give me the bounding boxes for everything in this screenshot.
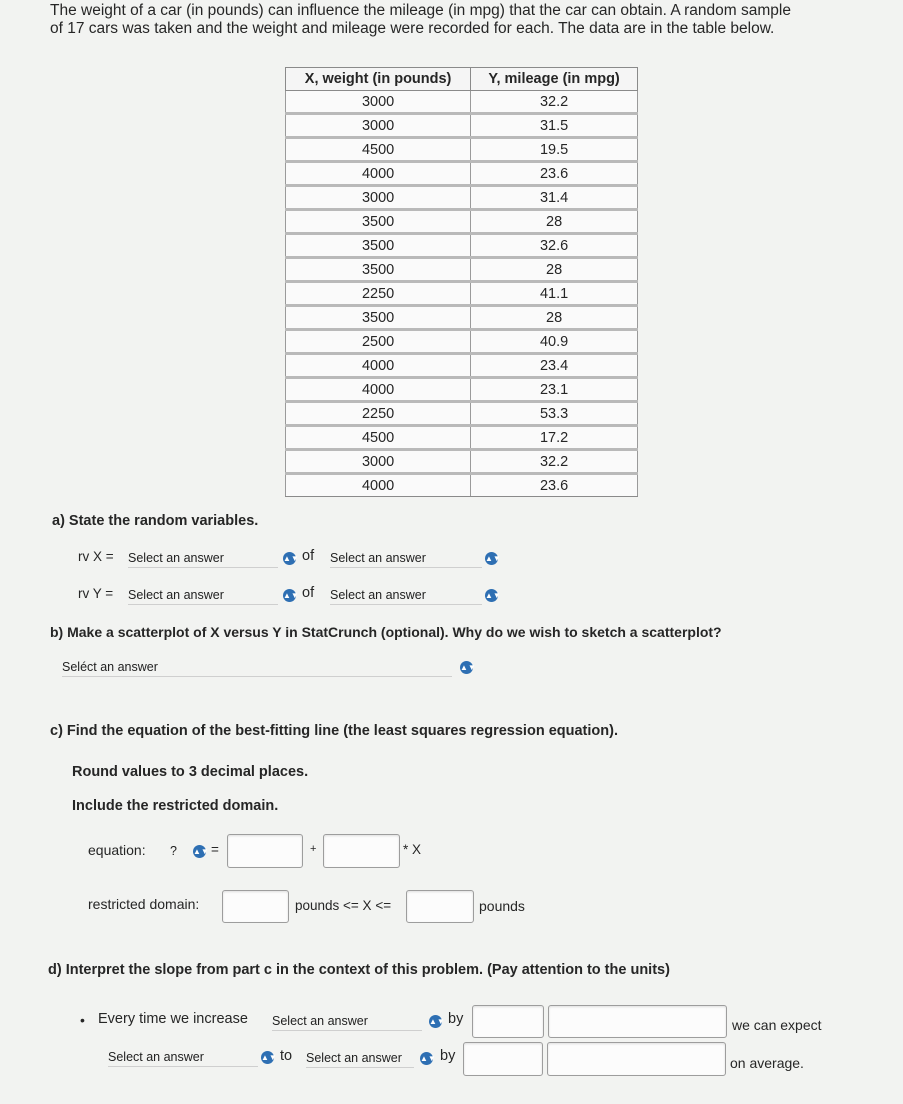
equation-label: equation: xyxy=(88,842,146,858)
part-a-title: a) State the random variables. xyxy=(52,513,259,529)
domain-note: Include the restricted domain. xyxy=(72,798,279,814)
round-note: Round values to 3 decimal places. xyxy=(72,764,309,780)
table-row xyxy=(286,186,638,210)
scatterplot-reason-select-arrow-icon[interactable]: ▲▼ xyxy=(460,663,476,672)
equation-variable-select-arrow-icon[interactable]: ▲▼ xyxy=(193,847,209,856)
table-row xyxy=(286,282,638,306)
rv-x-of-label: of xyxy=(302,548,315,564)
part-d-title: d) Interpret the slope from part c in the context of this problem. (Pay attention to the units) xyxy=(48,962,670,978)
change-direction-select[interactable] xyxy=(108,1048,258,1067)
rv-y-select[interactable] xyxy=(128,586,278,605)
y-cell: 23.4 xyxy=(471,354,638,378)
rv-x-label: rv X = xyxy=(78,549,114,564)
restricted-domain-label: restricted domain: xyxy=(88,896,200,912)
part-c-title: c) Find the equation of the best-fitting line (the least squares regression equation). xyxy=(50,723,618,739)
increase-variable-select-value: Select an answer xyxy=(272,1014,368,1028)
x-cell: 2250 xyxy=(286,402,471,426)
we-can-expect-label: we can expect xyxy=(732,1017,822,1033)
response-variable-select[interactable] xyxy=(306,1049,414,1068)
x-cell: 3500 xyxy=(286,258,471,282)
rv-y-select-arrow-icon[interactable]: ▲▼ xyxy=(283,591,299,600)
column-header-y: Y, mileage (in mpg) xyxy=(471,68,638,91)
table-row xyxy=(286,450,638,474)
x-cell: 3000 xyxy=(286,450,471,474)
table-row xyxy=(286,138,638,162)
part-b-title: b) Make a scatterplot of X versus Y in StatCrunch (optional). Why do we wish to sketch a scatterplot? xyxy=(50,624,722,640)
on-average-label: on average. xyxy=(730,1055,804,1071)
every-time-label: Every time we increase xyxy=(98,1011,248,1027)
rv-y-of-select[interactable] xyxy=(330,586,482,605)
x-cell: 3000 xyxy=(286,91,471,114)
rv-x-of-select[interactable] xyxy=(330,549,482,568)
scatterplot-reason-select[interactable] xyxy=(62,658,452,677)
y-cell: 23.6 xyxy=(471,474,638,497)
x-cell: 3500 xyxy=(286,306,471,330)
response-variable-select-arrow-icon[interactable]: ▲▼ xyxy=(420,1054,436,1063)
x-cell: 4000 xyxy=(286,354,471,378)
increase-variable-select-arrow-icon[interactable]: ▲▼ xyxy=(429,1017,445,1026)
table-row xyxy=(286,426,638,450)
times-x-label: * X xyxy=(403,842,422,857)
rv-y-of-select-value: Select an answer xyxy=(330,588,426,602)
rv-y-label: rv Y = xyxy=(78,586,114,601)
y-cell: 23.1 xyxy=(471,378,638,402)
x-cell: 2250 xyxy=(286,282,471,306)
pounds-unit-label: pounds xyxy=(479,898,525,914)
x-cell: 4000 xyxy=(286,378,471,402)
y-cell: 31.5 xyxy=(471,114,638,138)
y-cell: 28 xyxy=(471,210,638,234)
rv-x-of-select-value: Select an answer xyxy=(330,551,426,565)
x-cell: 2500 xyxy=(286,330,471,354)
by-label-1: by xyxy=(448,1011,464,1027)
y-cell: 53.3 xyxy=(471,402,638,426)
table-row xyxy=(286,162,638,186)
bullet-icon: • xyxy=(80,1012,85,1028)
rv-x-select-arrow-icon[interactable]: ▲▼ xyxy=(283,554,299,563)
table-row xyxy=(286,210,638,234)
problem-intro xyxy=(50,2,870,38)
table-row xyxy=(286,114,638,138)
x-cell: 4000 xyxy=(286,162,471,186)
table-row xyxy=(286,91,638,114)
increase-amount-input[interactable] xyxy=(472,1005,544,1038)
slope-input[interactable] xyxy=(323,834,400,868)
table-row xyxy=(286,258,638,282)
domain-max-input[interactable] xyxy=(406,890,474,923)
y-cell: 28 xyxy=(471,306,638,330)
y-cell: 32.6 xyxy=(471,234,638,258)
column-header-x: X, weight (in pounds) xyxy=(286,68,471,91)
change-direction-select-value: Select an answer xyxy=(108,1050,204,1064)
x-cell: 4000 xyxy=(286,474,471,497)
y-cell: 32.2 xyxy=(471,450,638,474)
y-cell: 31.4 xyxy=(471,186,638,210)
x-cell: 3000 xyxy=(286,186,471,210)
rv-x-select[interactable] xyxy=(128,549,278,568)
table-row xyxy=(286,354,638,378)
y-cell: 17.2 xyxy=(471,426,638,450)
change-unit-input[interactable] xyxy=(547,1042,726,1076)
rv-y-select-value: Select an answer xyxy=(128,588,224,602)
table-row xyxy=(286,474,638,497)
table-row xyxy=(286,234,638,258)
equation-variable-select[interactable] xyxy=(170,842,188,860)
y-cell: 28 xyxy=(471,258,638,282)
table-row xyxy=(286,330,638,354)
pounds-le-x-label: pounds <= X <= xyxy=(295,898,392,913)
data-table-body xyxy=(286,91,638,497)
data-table xyxy=(285,67,638,497)
x-cell: 3000 xyxy=(286,114,471,138)
intercept-input[interactable] xyxy=(227,834,303,868)
x-cell: 3500 xyxy=(286,210,471,234)
plus-sign: + xyxy=(310,843,317,855)
equation-variable-select-value: ? xyxy=(170,844,177,858)
table-row xyxy=(286,378,638,402)
x-cell: 4500 xyxy=(286,138,471,162)
table-row xyxy=(286,402,638,426)
equals-sign: = xyxy=(211,842,219,857)
x-cell: 4500 xyxy=(286,426,471,450)
increase-unit-input[interactable] xyxy=(548,1005,727,1038)
increase-variable-select[interactable] xyxy=(272,1012,422,1031)
table-row xyxy=(286,306,638,330)
rv-y-of-select-arrow-icon[interactable]: ▲▼ xyxy=(485,591,501,600)
y-cell: 19.5 xyxy=(471,138,638,162)
change-direction-select-arrow-icon[interactable]: ▲▼ xyxy=(261,1053,277,1062)
intro-line-2: of 17 cars was taken and the weight and mileage were recorded for each. The data are in the table below. xyxy=(50,20,775,37)
y-cell: 40.9 xyxy=(471,330,638,354)
change-amount-input[interactable] xyxy=(463,1042,543,1076)
scatterplot-reason-select-value: Seléct an answer xyxy=(62,660,158,674)
domain-min-input[interactable] xyxy=(222,890,289,923)
rv-x-select-value: Select an answer xyxy=(128,551,224,565)
rv-y-of-label: of xyxy=(302,585,315,601)
to-label: to xyxy=(280,1048,293,1064)
x-cell: 3500 xyxy=(286,234,471,258)
y-cell: 32.2 xyxy=(471,91,638,114)
rv-x-of-select-arrow-icon[interactable]: ▲▼ xyxy=(485,554,501,563)
response-variable-select-value: Select an answer xyxy=(306,1051,402,1065)
y-cell: 23.6 xyxy=(471,162,638,186)
intro-line-1: The weight of a car (in pounds) can influence the mileage (in mpg) that the car can obtain. A random sample xyxy=(50,2,791,19)
y-cell: 41.1 xyxy=(471,282,638,306)
by-label-2: by xyxy=(440,1048,456,1064)
